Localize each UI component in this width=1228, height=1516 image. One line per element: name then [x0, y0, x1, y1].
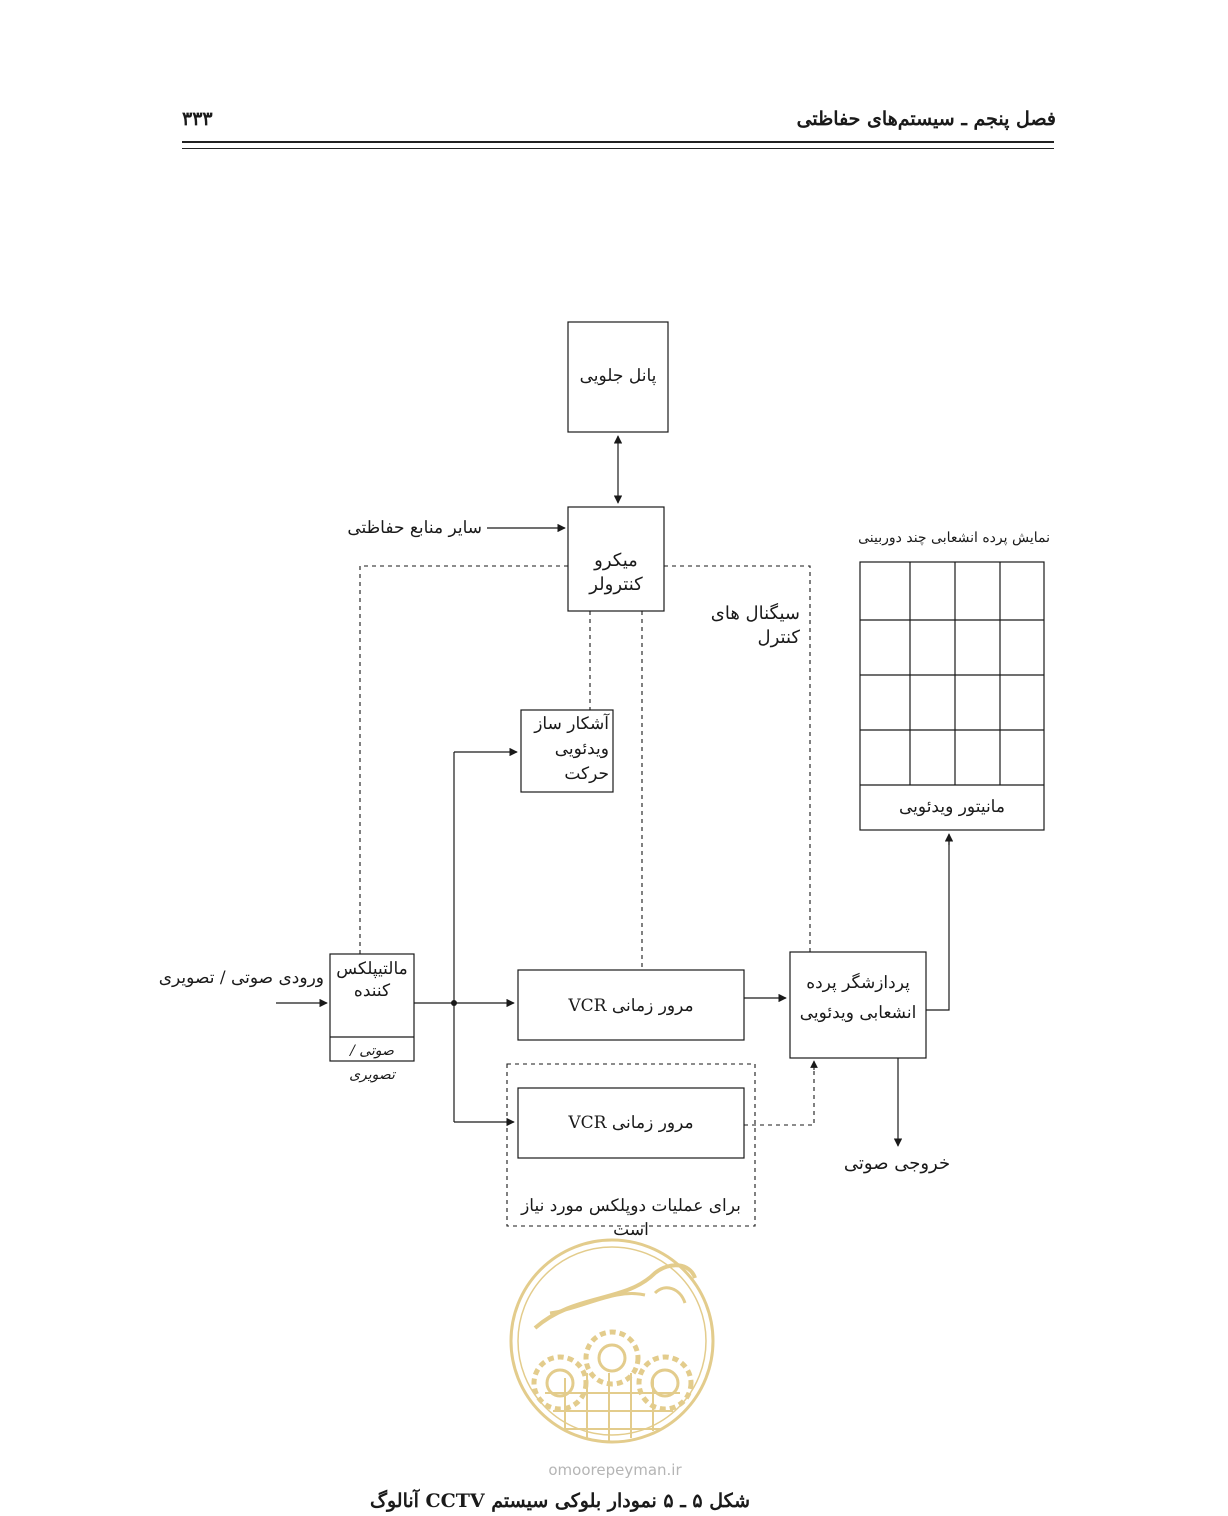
- motion-detector-line1: آشکار ساز: [534, 714, 609, 734]
- split-processor-line2: انشعابی ویدئویی: [799, 1003, 917, 1023]
- mux-line1: مالتیپلکس: [336, 959, 408, 979]
- mux-line2: کننده: [353, 981, 391, 1001]
- page-number: ۳۳۳: [182, 108, 213, 130]
- other-sources-label: سایر منابع حفاظتی: [347, 518, 482, 538]
- chapter-title: فصل پنجم ـ سیستم‌های حفاظتی: [796, 108, 1056, 130]
- vcr1-label: VCR مرور زمانی: [568, 996, 694, 1016]
- split-processor-line1: پردازشگر پرده: [806, 973, 910, 993]
- mux-label: [330, 958, 414, 1002]
- split-processor-label: [790, 968, 926, 1028]
- figure-caption: شکل ۵ ـ ۵ نمودار بلوکی سیستم CCTV آنالوگ: [369, 1490, 751, 1512]
- watermark-url: omoorepeyman.ir: [548, 1461, 682, 1479]
- av-input-label: ورودی صوتی / تصویری: [158, 968, 324, 988]
- motion-detector-line3: حرکت: [564, 764, 609, 784]
- multi-camera-display-label: نمایش پرده انشعابی چند دوربینی: [858, 530, 1050, 546]
- watermark-logo: [505, 1233, 720, 1455]
- duplex-note: برای عملیات دوپلکس مورد نیاز است: [521, 1196, 741, 1240]
- front-panel-label: پانل جلویی: [579, 366, 657, 386]
- mux-bottom-label: صوتی / تصویری: [349, 1043, 395, 1083]
- control-signals-label: سیگنال های کنترل: [710, 603, 800, 648]
- monitor-box: [860, 562, 1044, 830]
- microcontroller-label: میکرو کنترولر: [589, 550, 643, 595]
- vcr2-label: VCR مرور زمانی: [568, 1113, 694, 1133]
- video-monitor-label: مانیتور ویدئویی: [899, 797, 1005, 817]
- motion-detector-label: [521, 712, 609, 787]
- audio-output-label: خروجی صوتی: [843, 1153, 951, 1174]
- motion-detector-line2: ویدئویی: [554, 739, 609, 759]
